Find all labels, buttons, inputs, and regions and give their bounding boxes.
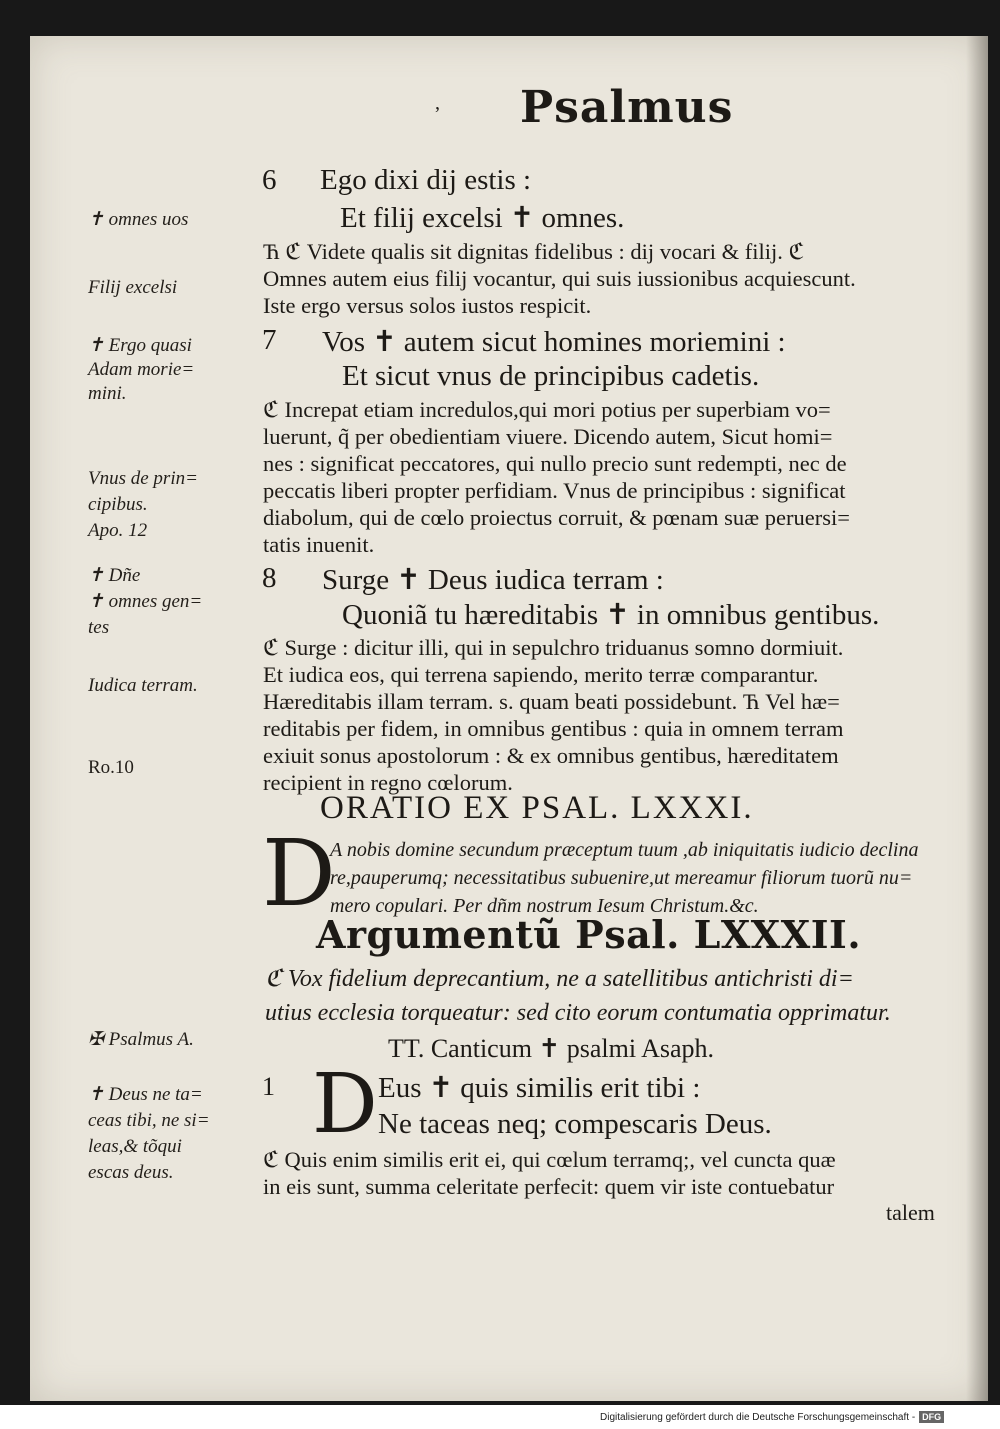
running-head: Psalmus [520, 82, 734, 133]
psalm-title-line: TT. Canticum ✝ psalmi Asaph. [388, 1034, 715, 1063]
catchword: talem [886, 1200, 935, 1225]
verse-line: Eus ✝ quis similis erit tibi : [378, 1072, 701, 1104]
oratio-text: A nobis domine secundum præceptum tuum ,ab iniquitatis iudicio declina re,pauperumq; necessitatibus subuenire,ut mereamur filiorum tuorũ nu= mero copulari. Per dñm nostrum Iesum Christum.&c. [330, 839, 919, 917]
margin-note: ✠ Psalmus A. [88, 1029, 194, 1050]
commentary: ℭ Quis enim similis erit ei, qui cœlum terramq;, vel cuncta quæ in eis sunt, summa celeritate perfecit: quem vir iste contuebatur [263, 1147, 836, 1199]
dfg-logo-icon: DFG [919, 1411, 944, 1423]
margin-note: Ro.10 [88, 757, 134, 778]
margin-note: ✝ Dñe ✝ omnes gen= tes [88, 565, 203, 638]
argumentum-heading: Argumentũ Psal. LXXXII. [316, 912, 862, 957]
margin-note: ✝ Ergo quasi Adam morie= mini. [88, 335, 195, 404]
drop-capital: D [262, 820, 336, 927]
page-edge-shadow [966, 36, 988, 1401]
footer-text: Digitalisierung gefördert durch die Deutsche Forschungsgemeinschaft - [600, 1411, 916, 1423]
margin-note: Iudica terram. [88, 675, 198, 696]
margin-note: Vnus de prin= cipibus. Apo. 12 [88, 468, 198, 541]
verse-line: Ego dixi dij estis : [320, 164, 532, 196]
verse-number: 8 [262, 562, 277, 594]
verse-number: 1 [262, 1072, 275, 1101]
verse-line: Vos ✝ autem sicut homines moriemini : [322, 326, 786, 358]
verse-number: 6 [262, 164, 277, 196]
verse-line: Ne taceas neq; compescaris Deus. [378, 1108, 772, 1140]
verse-line: Surge ✝ Deus iudica terram : [322, 564, 664, 596]
oratio-heading: ORATIO EX PSAL. LXXXI. [320, 790, 754, 826]
margin-note: ✝ Deus ne ta= ceas tibi, ne si= leas,& tõqui escas deus. [88, 1084, 210, 1183]
commentary: Ћ ℭ Videte qualis sit dignitas fidelibus : dij vocari & filij. ℭ Omnes autem eius filij vocantur, qui suis iussionibus acquiescunt. Iste ergo versus solos iustos respicit. [263, 239, 856, 318]
commentary: ℭ Surge : dicitur illi, qui in sepulchro triduanus somno dormiuit. Et iudica eos, qui terrena sapiendo, merito terræ comparantur. Hæreditabis illam terram. s. quam beati possidebunt. Ћ Vel hæ= reditabis per fidem, in omnibus gentibus : quia in omnem terram exiuit sonus apostolorum : & ex omnibus gentibus, hæreditatem recipient in regno cœlorum. [263, 635, 844, 795]
verse-line: Et filij excelsi ✝ omnes. [340, 202, 625, 234]
verse-number: 7 [262, 324, 277, 356]
margin-note: ✝ omnes uos [88, 209, 189, 230]
commentary: ℭ Increpat etiam incredulos,qui mori potius per superbiam vo= luerunt, q̃ per obedientiam viuere. Dicendo autem, Sicut homi= nes : significat peccatores, qui nullo precio sunt redempti, nec de peccatis liberi propter perfidiam. Vnus de principibus : significat diabolum, qui de cœlo proiectus corruit, & pœnam suæ peruersi= tatis inuenit. [263, 397, 850, 557]
digitization-footer [600, 1411, 995, 1423]
verse-line: Et sicut vnus de principibus cadetis. [342, 360, 760, 392]
running-mark: , [435, 92, 440, 114]
argumentum-text: ℭ Vox fidelium deprecantium, ne a satellitibus antichristi di= utius ecclesia torqueatur: sed cito eorum contumatia opprimatur. [265, 966, 891, 1026]
margin-note: Filij excelsi [88, 277, 178, 298]
drop-capital: D [312, 1057, 378, 1152]
verse-line: Quoniã tu hæreditabis ✝ in omnibus gentibus. [342, 599, 880, 631]
